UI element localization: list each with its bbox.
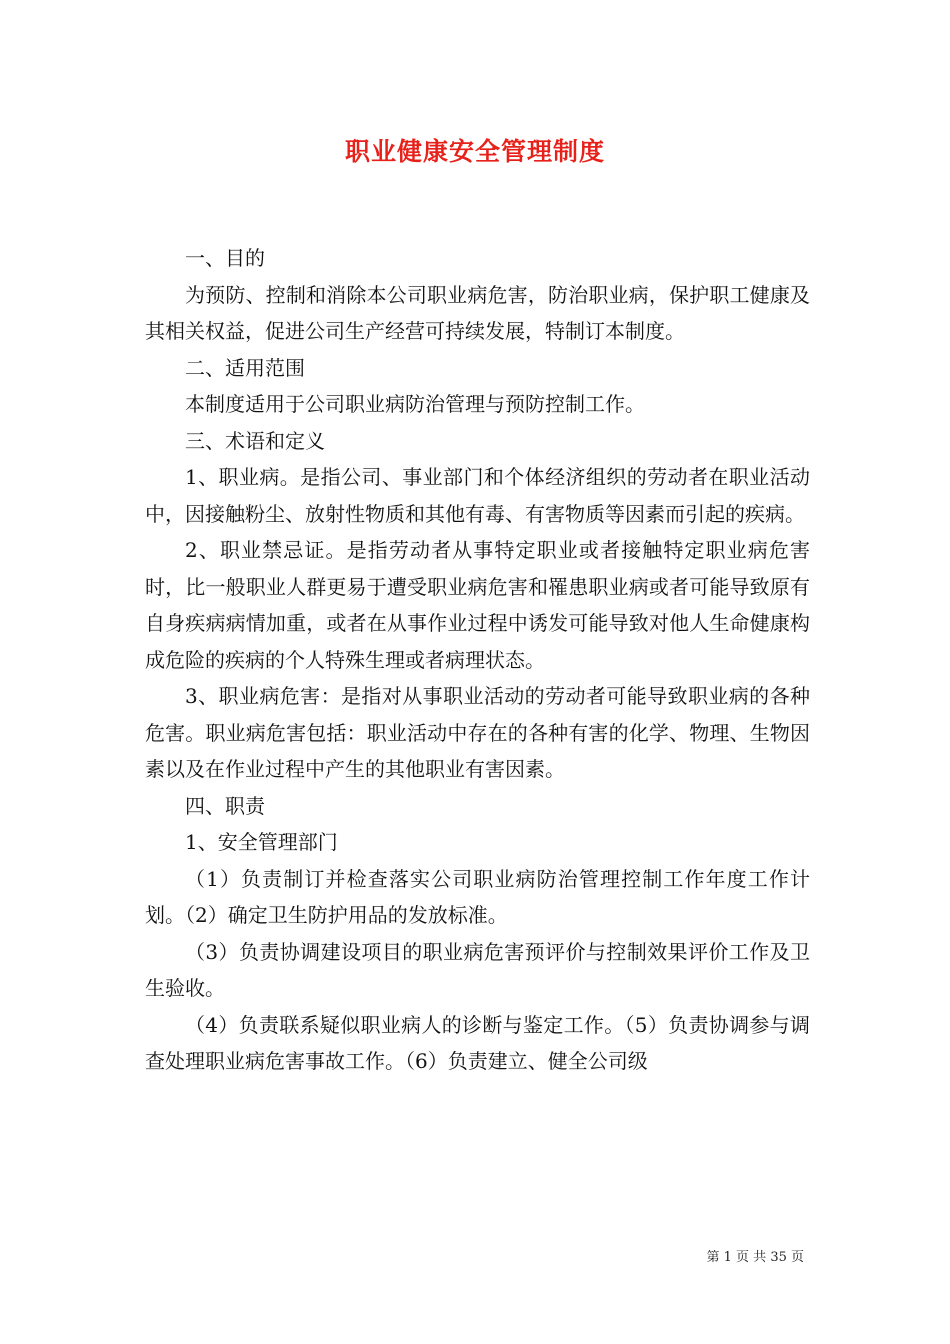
paragraph-duty-3: （3）负责协调建设项目的职业病危害预评价与控制效果评价工作及卫生验收。	[145, 939, 810, 1000]
paragraph-definition-1: 1、职业病。是指公司、事业部门和个体经济组织的劳动者在职业活动中，因接触粉尘、放射性物质和其他有毒、有害物质等因素而引起的疾病。	[145, 465, 810, 526]
paragraph-duty-4-6: （4）负责联系疑似职业病人的诊断与鉴定工作。（5）负责协调参与调查处理职业病危害事故工作。（6）负责建立、健全公司级	[145, 1012, 810, 1073]
paragraph-definition-2: 2、职业禁忌证。是指劳动者从事特定职业或者接触特定职业病危害时，比一般职业人群更易于遭受职业病危害和罹患职业病或者可能导致原有自身疾病病情加重，或者在从事作业过程中诱发可能导致对他人生命健康构成危险的疾病的个人特殊生理或者病理状态。	[145, 538, 810, 672]
section-heading-scope: 二、适用范围	[185, 355, 305, 380]
paragraph-scope: 本制度适用于公司职业病防治管理与预防控制工作。	[185, 392, 645, 416]
section-heading-purpose: 一、目的	[185, 246, 265, 270]
document-body	[145, 240, 810, 1080]
section-heading-definitions: 三、术语和定义	[185, 428, 325, 453]
document-title: 职业健康安全管理制度	[344, 137, 605, 166]
section-heading-responsibilities: 四、职责	[185, 793, 265, 818]
paragraph-purpose: 为预防、控制和消除本公司职业病危害，防治职业病，保护职工健康及其相关权益，促进公司生产经营可持续发展，特制订本制度。	[145, 282, 810, 343]
page-number: 第 1 页 共 35 页	[706, 1250, 804, 1265]
subheading-safety-dept: 1、安全管理部门	[185, 830, 338, 854]
paragraph-definition-3: 3、职业病危害：是指对从事职业活动的劳动者可能导致职业病的各种危害。职业病危害包括：职业活动中存在的各种有害的化学、物理、生物因素以及在作业过程中产生的其他职业有害因素。	[145, 684, 810, 781]
paragraph-duty-1-2: （1）负责制订并检查落实公司职业病防治管理控制工作年度工作计划。（2）确定卫生防护用品的发放标准。	[145, 866, 810, 927]
